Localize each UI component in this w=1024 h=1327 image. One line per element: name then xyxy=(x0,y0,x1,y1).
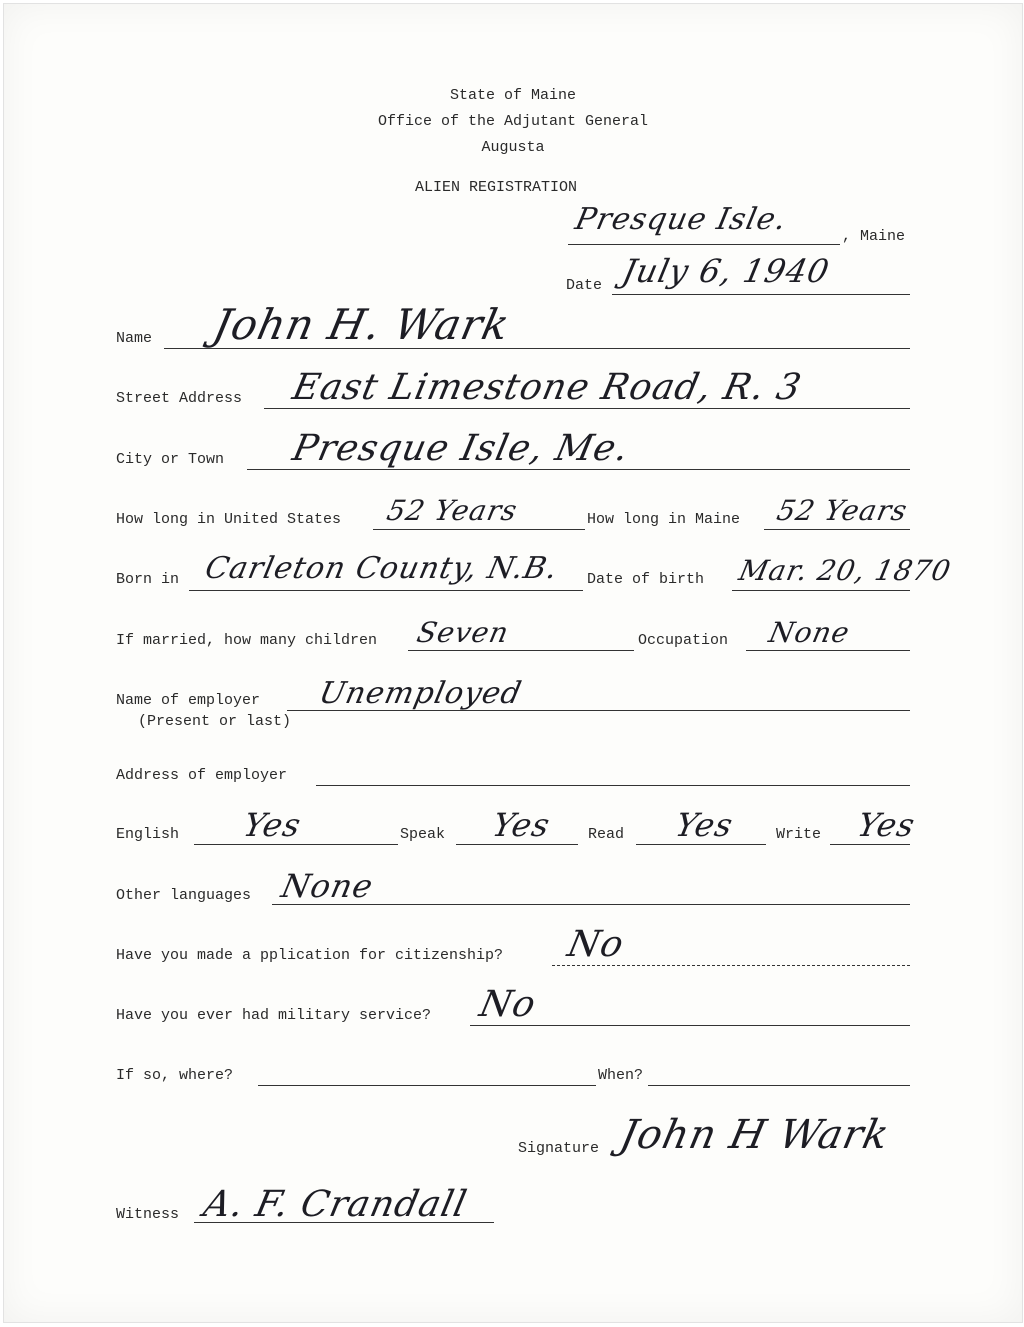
citizenship-line xyxy=(552,965,910,966)
employer-label: Name of employer xyxy=(116,692,261,709)
children-value: Seven xyxy=(414,616,513,649)
header-city: Augusta xyxy=(481,139,545,156)
english-label: English xyxy=(116,826,180,843)
street-line xyxy=(264,408,910,409)
dob-line xyxy=(732,590,910,591)
citizenship-label: Have you made a pplication for citizenship? xyxy=(116,947,504,964)
read-line xyxy=(636,844,766,845)
employer-note: (Present or last) xyxy=(138,713,292,730)
employer-addr-label: Address of employer xyxy=(116,767,288,784)
children-line xyxy=(408,650,634,651)
speak-label: Speak xyxy=(400,826,446,843)
maine-long-label: How long in Maine xyxy=(587,511,741,528)
town-value: Presque Isle. xyxy=(572,202,791,237)
military-line xyxy=(470,1025,910,1026)
speak-value: Yes xyxy=(489,806,554,844)
employer-addr-line xyxy=(316,785,910,786)
signature-value: John H Wark xyxy=(616,1112,894,1158)
witness-value: A. F. Crandall xyxy=(200,1184,471,1225)
maine-long-value: 52 Years xyxy=(774,494,911,527)
city-value: Presque Isle, Me. xyxy=(289,428,633,469)
name-value: John H. Wark xyxy=(209,300,515,349)
children-label: If married, how many children xyxy=(116,632,378,649)
when-line xyxy=(648,1085,910,1086)
witness-label: Witness xyxy=(116,1206,180,1223)
military-label: Have you ever had military service? xyxy=(116,1007,432,1024)
date-line xyxy=(612,294,910,295)
name-label: Name xyxy=(116,330,153,347)
occupation-line xyxy=(746,650,910,651)
write-label: Write xyxy=(776,826,822,843)
occupation-value: None xyxy=(766,616,853,649)
dob-label: Date of birth xyxy=(587,571,705,588)
other-lang-line xyxy=(272,904,910,905)
maine-label: , Maine xyxy=(842,228,906,245)
witness-line xyxy=(194,1222,494,1223)
date-value: July 6, 1940 xyxy=(619,252,834,290)
english-line xyxy=(194,844,398,845)
employer-line xyxy=(287,710,910,711)
us-line xyxy=(373,529,585,530)
form-title: ALIEN REGISTRATION xyxy=(415,179,578,196)
write-line xyxy=(830,844,910,845)
when-label: When? xyxy=(598,1067,644,1084)
citizenship-value: No xyxy=(564,924,628,965)
name-line xyxy=(164,348,910,349)
read-value: Yes xyxy=(672,806,737,844)
speak-line xyxy=(456,844,578,845)
us-label: How long in United States xyxy=(116,511,342,528)
employer-value: Unemployed xyxy=(316,676,526,711)
date-label: Date xyxy=(566,277,603,294)
other-lang-label: Other languages xyxy=(116,887,252,904)
us-value: 52 Years xyxy=(384,494,521,527)
dob-value: Mar. 20, 1870 xyxy=(736,554,955,587)
signature-label: Signature xyxy=(518,1140,600,1157)
street-value: East Limestone Road, R. 3 xyxy=(289,367,806,408)
city-label: City or Town xyxy=(116,451,225,468)
header-office: Office of the Adjutant General xyxy=(377,113,649,130)
city-line xyxy=(247,469,910,470)
maine-long-line xyxy=(764,529,910,530)
read-label: Read xyxy=(588,826,625,843)
english-value: Yes xyxy=(240,806,305,844)
write-value: Yes xyxy=(854,806,919,844)
military-value: No xyxy=(476,984,540,1025)
where-line xyxy=(258,1085,596,1086)
occupation-label: Occupation xyxy=(638,632,729,649)
where-label: If so, where? xyxy=(116,1067,234,1084)
born-value: Carleton County, N.B. xyxy=(202,551,562,586)
header-state: State of Maine xyxy=(449,87,577,104)
born-line xyxy=(189,590,583,591)
born-label: Born in xyxy=(116,571,180,588)
registration-form xyxy=(3,3,1023,1323)
street-label: Street Address xyxy=(116,390,243,407)
town-line xyxy=(568,244,840,245)
other-lang-value: None xyxy=(278,867,377,905)
